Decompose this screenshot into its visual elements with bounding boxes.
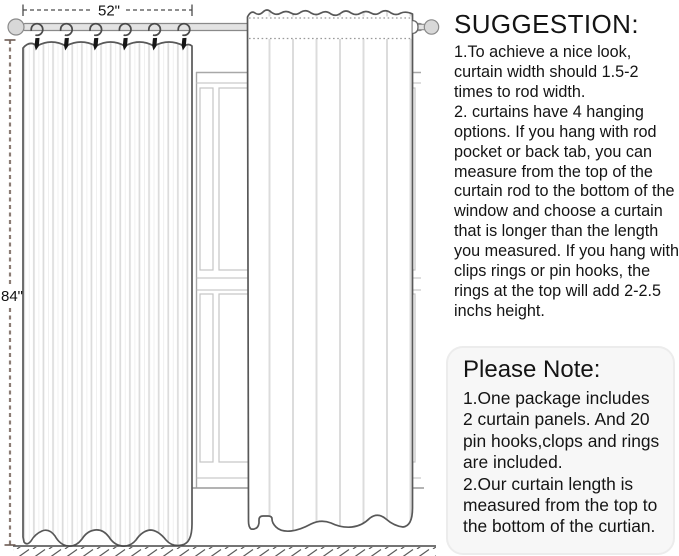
height-dimension (1, 40, 23, 545)
note-item-2: 2.Our curtain length is measured from the top to the bottom of the curtian. (463, 473, 658, 537)
width-dimension (23, 3, 192, 20)
note-item-1: 1.One package includes 2 curtain panels. And 20 pin hooks,clops and rings are included. (463, 388, 660, 473)
rod-finial-right (424, 20, 438, 34)
suggestion-section (454, 9, 679, 322)
suggestion-item-1: 1.To achieve a nice look, curtain width should 1.5-2 times to rod width. (454, 43, 639, 101)
curtain-length-label: 84" (1, 288, 24, 305)
suggestion-title: SUGGESTION: (454, 9, 639, 39)
rod-pocket-bulge (413, 21, 419, 34)
rod-pocket (249, 17, 412, 40)
suggestion-item-2: 2. curtains have 4 hanging options. If you hang with rod pocket or back tab, you can measure from the top of the curtain rod to the bottom of the window and choose a curtain that is longer than the length you measured. If you hang with clips rings or pin hooks, the rings at the top will add 2-2.5 inchs height. (454, 102, 679, 320)
rod-width-label: 52" (97, 2, 121, 20)
please-note-box (446, 346, 675, 555)
floor (13, 546, 436, 556)
left-curtain-panel (23, 42, 192, 546)
please-note-title: Please Note: (463, 356, 601, 383)
right-curtain-panel (248, 10, 419, 531)
rod-finial-left (8, 19, 24, 35)
